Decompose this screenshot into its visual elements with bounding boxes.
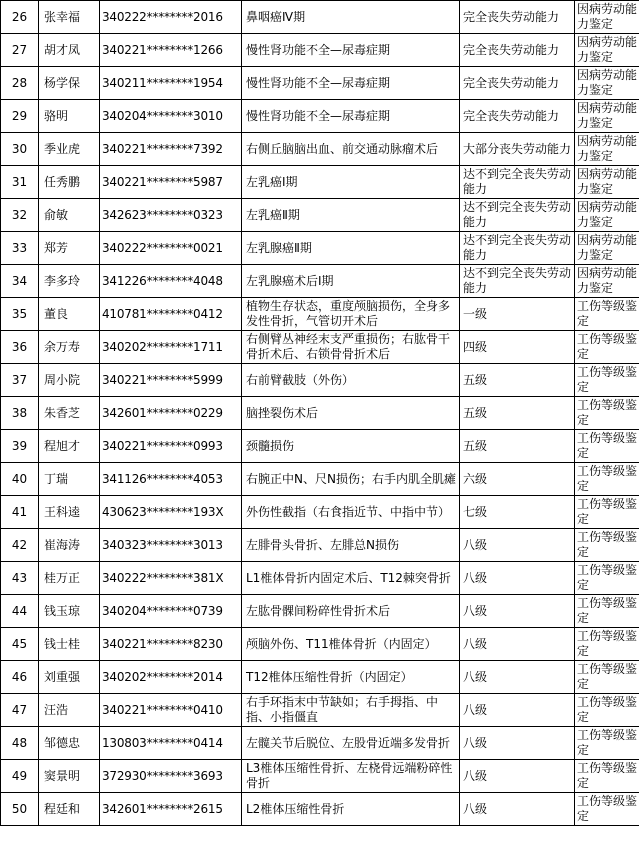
row-number-cell[interactable]: 31	[1, 166, 39, 199]
row-number-cell[interactable]: 36	[1, 331, 39, 364]
row-number-cell[interactable]: 43	[1, 562, 39, 595]
table-body	[1, 1, 639, 826]
row-number-cell[interactable]: 50	[1, 793, 39, 826]
appraisal-type-cell[interactable]: 工伤等级鉴定	[575, 694, 639, 727]
id-number-cell[interactable]: 342623********0323	[100, 199, 242, 232]
result-level-cell[interactable]: 八级	[460, 529, 575, 562]
appraisal-type-cell[interactable]: 工伤等级鉴定	[575, 760, 639, 793]
result-level-cell[interactable]: 五级	[460, 364, 575, 397]
result-level-cell[interactable]: 完全丧失劳动能力	[460, 1, 575, 34]
result-level-cell[interactable]: 完全丧失劳动能力	[460, 67, 575, 100]
row-number-cell[interactable]: 29	[1, 100, 39, 133]
diagnosis-cell[interactable]: 右前臂截肢（外伤）	[242, 364, 460, 397]
name-cell[interactable]: 郑芳	[39, 232, 100, 265]
row-number-cell[interactable]: 47	[1, 694, 39, 727]
table-row	[1, 694, 639, 727]
result-level-cell[interactable]: 五级	[460, 397, 575, 430]
name-cell[interactable]: 崔海涛	[39, 529, 100, 562]
appraisal-type-cell[interactable]: 工伤等级鉴定	[575, 595, 639, 628]
diagnosis-cell[interactable]: 颈髓损伤	[242, 430, 460, 463]
row-number-cell[interactable]: 45	[1, 628, 39, 661]
diagnosis-cell[interactable]: L3椎体压缩性骨折、左桡骨远端粉碎性骨折	[242, 760, 460, 793]
appraisal-type-cell[interactable]: 因病劳动能力鉴定	[575, 133, 639, 166]
table-row	[1, 1, 639, 34]
table-row	[1, 430, 639, 463]
row-number-cell[interactable]: 49	[1, 760, 39, 793]
id-number-cell[interactable]: 340221********0993	[100, 430, 242, 463]
name-cell[interactable]: 刘重强	[39, 661, 100, 694]
name-cell[interactable]: 余万寿	[39, 331, 100, 364]
result-level-cell[interactable]: 八级	[460, 595, 575, 628]
result-level-cell[interactable]: 达不到完全丧失劳动能力	[460, 232, 575, 265]
diagnosis-cell[interactable]: 右侧丘脑脑出血、前交通动脉瘤术后	[242, 133, 460, 166]
name-cell[interactable]: 李多玲	[39, 265, 100, 298]
result-level-cell[interactable]: 达不到完全丧失劳动能力	[460, 265, 575, 298]
diagnosis-cell[interactable]: L1椎体骨折内固定术后、T12棘突骨折	[242, 562, 460, 595]
name-cell[interactable]: 程廷和	[39, 793, 100, 826]
table-row	[1, 364, 639, 397]
id-number-cell[interactable]: 130803********0414	[100, 727, 242, 760]
result-level-cell[interactable]: 六级	[460, 463, 575, 496]
name-cell[interactable]: 丁瑞	[39, 463, 100, 496]
id-number-cell[interactable]: 340221********5999	[100, 364, 242, 397]
diagnosis-cell[interactable]: 鼻咽癌Ⅳ期	[242, 1, 460, 34]
diagnosis-cell[interactable]: L2椎体压缩性骨折	[242, 793, 460, 826]
diagnosis-cell[interactable]: 右侧臂丛神经末支严重损伤；右肱骨干骨折术后、右锁骨骨折术后	[242, 331, 460, 364]
appraisal-type-cell[interactable]: 工伤等级鉴定	[575, 397, 639, 430]
appraisal-type-cell[interactable]: 工伤等级鉴定	[575, 562, 639, 595]
row-number-cell[interactable]: 39	[1, 430, 39, 463]
appraisal-type-cell[interactable]: 工伤等级鉴定	[575, 661, 639, 694]
name-cell[interactable]: 胡才凤	[39, 34, 100, 67]
row-number-cell[interactable]: 33	[1, 232, 39, 265]
row-number-cell[interactable]: 28	[1, 67, 39, 100]
result-level-cell[interactable]: 达不到完全丧失劳动能力	[460, 199, 575, 232]
result-level-cell[interactable]: 八级	[460, 694, 575, 727]
diagnosis-cell[interactable]: 脑挫裂伤术后	[242, 397, 460, 430]
name-cell[interactable]: 汪浩	[39, 694, 100, 727]
result-level-cell[interactable]: 八级	[460, 793, 575, 826]
id-number-cell[interactable]: 340221********7392	[100, 133, 242, 166]
id-number-cell[interactable]: 340222********381X	[100, 562, 242, 595]
id-number-cell[interactable]: 340221********8230	[100, 628, 242, 661]
table-row	[1, 34, 639, 67]
appraisal-type-cell[interactable]: 工伤等级鉴定	[575, 331, 639, 364]
row-number-cell[interactable]: 42	[1, 529, 39, 562]
table-row	[1, 562, 639, 595]
appraisal-type-cell[interactable]: 工伤等级鉴定	[575, 298, 639, 331]
id-number-cell[interactable]: 340221********5987	[100, 166, 242, 199]
name-cell[interactable]: 窦景明	[39, 760, 100, 793]
table-row	[1, 595, 639, 628]
diagnosis-cell[interactable]: 植物生存状态，重度颅脑损伤，全身多发性骨折，气管切开术后	[242, 298, 460, 331]
row-number-cell[interactable]: 26	[1, 1, 39, 34]
diagnosis-cell[interactable]: 颅脑外伤、T11椎体骨折（内固定）	[242, 628, 460, 661]
row-number-cell[interactable]: 34	[1, 265, 39, 298]
table-row	[1, 133, 639, 166]
result-level-cell[interactable]: 八级	[460, 628, 575, 661]
table-row	[1, 793, 639, 826]
result-level-cell[interactable]: 完全丧失劳动能力	[460, 100, 575, 133]
diagnosis-cell[interactable]: 左乳癌Ⅰ期	[242, 166, 460, 199]
diagnosis-cell[interactable]: 左髋关节后脱位、左股骨近端多发骨折	[242, 727, 460, 760]
id-number-cell[interactable]: 341226********4048	[100, 265, 242, 298]
row-number-cell[interactable]: 37	[1, 364, 39, 397]
id-number-cell[interactable]: 340222********2016	[100, 1, 242, 34]
table-row	[1, 727, 639, 760]
diagnosis-cell[interactable]: 慢性肾功能不全—尿毒症期	[242, 100, 460, 133]
row-number-cell[interactable]: 41	[1, 496, 39, 529]
table-row	[1, 463, 639, 496]
name-cell[interactable]: 俞敏	[39, 199, 100, 232]
id-number-cell[interactable]: 340211********1954	[100, 67, 242, 100]
diagnosis-cell[interactable]: 外伤性截指（右食指近节、中指中节）	[242, 496, 460, 529]
result-level-cell[interactable]: 四级	[460, 331, 575, 364]
diagnosis-cell[interactable]: 左腓骨头骨折、左腓总N损伤	[242, 529, 460, 562]
id-number-cell[interactable]: 340221********0410	[100, 694, 242, 727]
table-row	[1, 166, 639, 199]
id-number-cell[interactable]: 341126********4053	[100, 463, 242, 496]
appraisal-type-cell[interactable]: 工伤等级鉴定	[575, 628, 639, 661]
id-number-cell[interactable]: 342601********0229	[100, 397, 242, 430]
table-row	[1, 100, 639, 133]
diagnosis-cell[interactable]: 左乳腺癌术后Ⅰ期	[242, 265, 460, 298]
row-number-cell[interactable]: 46	[1, 661, 39, 694]
table-row	[1, 397, 639, 430]
id-number-cell[interactable]: 340204********3010	[100, 100, 242, 133]
name-cell[interactable]: 董良	[39, 298, 100, 331]
id-number-cell[interactable]: 340323********3013	[100, 529, 242, 562]
id-number-cell[interactable]: 430623********193X	[100, 496, 242, 529]
diagnosis-cell[interactable]: 慢性肾功能不全—尿毒症期	[242, 67, 460, 100]
row-number-cell[interactable]: 40	[1, 463, 39, 496]
id-number-cell[interactable]: 340204********0739	[100, 595, 242, 628]
diagnosis-cell[interactable]: T12椎体压缩性骨折（内固定）	[242, 661, 460, 694]
name-cell[interactable]: 朱香芝	[39, 397, 100, 430]
result-level-cell[interactable]: 八级	[460, 562, 575, 595]
appraisal-type-cell[interactable]: 工伤等级鉴定	[575, 364, 639, 397]
id-number-cell[interactable]: 340222********0021	[100, 232, 242, 265]
row-number-cell[interactable]: 38	[1, 397, 39, 430]
result-level-cell[interactable]: 八级	[460, 661, 575, 694]
table-row	[1, 529, 639, 562]
table-row	[1, 760, 639, 793]
id-number-cell[interactable]: 340221********1266	[100, 34, 242, 67]
appraisal-type-cell[interactable]: 因病劳动能力鉴定	[575, 34, 639, 67]
table-row	[1, 232, 639, 265]
diagnosis-cell[interactable]: 慢性肾功能不全—尿毒症期	[242, 34, 460, 67]
table-row	[1, 298, 639, 331]
result-level-cell[interactable]: 大部分丧失劳动能力	[460, 133, 575, 166]
name-cell[interactable]: 邹德忠	[39, 727, 100, 760]
table-row	[1, 199, 639, 232]
appraisal-type-cell[interactable]: 工伤等级鉴定	[575, 496, 639, 529]
name-cell[interactable]: 杨学保	[39, 67, 100, 100]
diagnosis-cell[interactable]: 左乳腺癌Ⅱ期	[242, 232, 460, 265]
name-cell[interactable]: 季业虎	[39, 133, 100, 166]
result-level-cell[interactable]: 达不到完全丧失劳动能力	[460, 166, 575, 199]
name-cell[interactable]: 周小院	[39, 364, 100, 397]
table-row	[1, 331, 639, 364]
result-level-cell[interactable]: 八级	[460, 760, 575, 793]
id-number-cell[interactable]: 340202********1711	[100, 331, 242, 364]
diagnosis-cell[interactable]: 左肱骨髁间粉碎性骨折术后	[242, 595, 460, 628]
row-number-cell[interactable]: 32	[1, 199, 39, 232]
appraisal-type-cell[interactable]: 工伤等级鉴定	[575, 727, 639, 760]
appraisal-type-cell[interactable]: 工伤等级鉴定	[575, 430, 639, 463]
appraisal-type-cell[interactable]: 因病劳动能力鉴定	[575, 1, 639, 34]
row-number-cell[interactable]: 48	[1, 727, 39, 760]
name-cell[interactable]: 任秀鹏	[39, 166, 100, 199]
appraisal-type-cell[interactable]: 因病劳动能力鉴定	[575, 67, 639, 100]
name-cell[interactable]: 钱玉琼	[39, 595, 100, 628]
id-number-cell[interactable]: 342601********2615	[100, 793, 242, 826]
table-row	[1, 265, 639, 298]
row-number-cell[interactable]: 27	[1, 34, 39, 67]
appraisal-type-cell[interactable]: 因病劳动能力鉴定	[575, 232, 639, 265]
id-number-cell[interactable]: 340202********2014	[100, 661, 242, 694]
appraisal-type-cell[interactable]: 因病劳动能力鉴定	[575, 166, 639, 199]
appraisal-type-cell[interactable]: 因病劳动能力鉴定	[575, 100, 639, 133]
diagnosis-cell[interactable]: 左乳癌Ⅱ期	[242, 199, 460, 232]
appraisal-type-cell[interactable]: 工伤等级鉴定	[575, 793, 639, 826]
row-number-cell[interactable]: 30	[1, 133, 39, 166]
name-cell[interactable]: 桂万正	[39, 562, 100, 595]
row-number-cell[interactable]: 35	[1, 298, 39, 331]
name-cell[interactable]: 张幸福	[39, 1, 100, 34]
name-cell[interactable]: 骆明	[39, 100, 100, 133]
appraisal-type-cell[interactable]: 工伤等级鉴定	[575, 529, 639, 562]
id-number-cell[interactable]: 372930********3693	[100, 760, 242, 793]
table-row	[1, 661, 639, 694]
result-level-cell[interactable]: 五级	[460, 430, 575, 463]
result-level-cell[interactable]: 七级	[460, 496, 575, 529]
diagnosis-cell[interactable]: 右手环指末中节缺如；右手拇指、中指、小指僵直	[242, 694, 460, 727]
result-level-cell[interactable]: 一级	[460, 298, 575, 331]
name-cell[interactable]: 钱士桂	[39, 628, 100, 661]
appraisal-type-cell[interactable]: 因病劳动能力鉴定	[575, 265, 639, 298]
row-number-cell[interactable]: 44	[1, 595, 39, 628]
table-row	[1, 496, 639, 529]
result-level-cell[interactable]: 八级	[460, 727, 575, 760]
result-level-cell[interactable]: 完全丧失劳动能力	[460, 34, 575, 67]
name-cell[interactable]: 王科逵	[39, 496, 100, 529]
appraisal-type-cell[interactable]: 工伤等级鉴定	[575, 463, 639, 496]
id-number-cell[interactable]: 410781********0412	[100, 298, 242, 331]
table-row	[1, 67, 639, 100]
diagnosis-cell[interactable]: 右腕正中N、尺N损伤；右手内肌全肌瘫	[242, 463, 460, 496]
appraisal-type-cell[interactable]: 因病劳动能力鉴定	[575, 199, 639, 232]
name-cell[interactable]: 程旭才	[39, 430, 100, 463]
table-row	[1, 628, 639, 661]
